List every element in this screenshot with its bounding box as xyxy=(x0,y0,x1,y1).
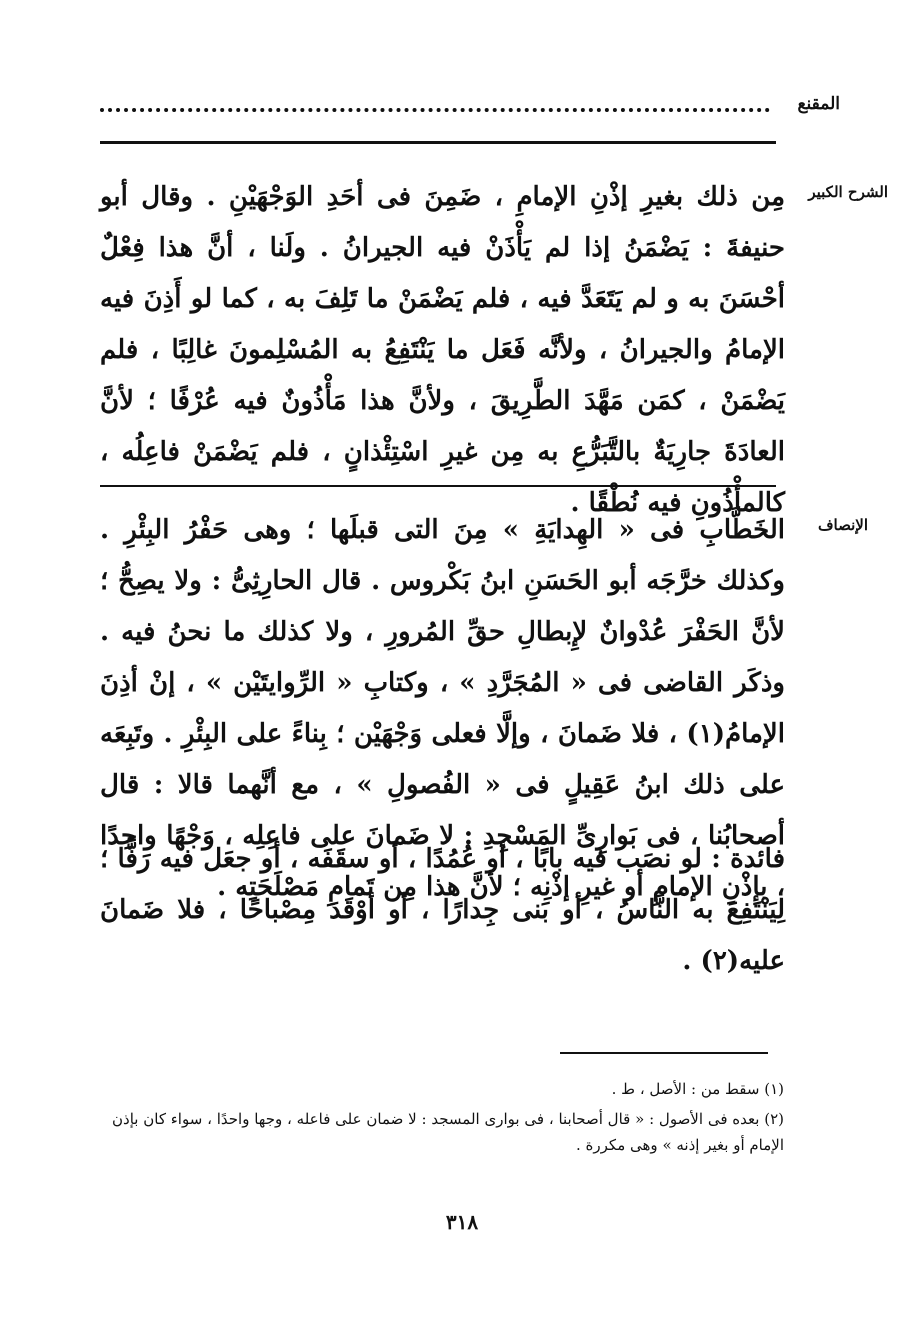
running-header xyxy=(100,88,840,128)
section-divider xyxy=(100,485,776,487)
footnote-1: (١) سقط من : الأصل ، ط . xyxy=(611,1080,784,1098)
footnote-rule xyxy=(560,1052,768,1054)
faida-label: فائدة : xyxy=(711,844,785,874)
sharh-section-label: الشرح الكبير xyxy=(808,183,888,201)
footnotes xyxy=(112,1072,784,1158)
header-dotted-leader xyxy=(100,108,770,112)
sharh-body-text: مِن ذلك بغيرِ إذْنِ الإمامِ ، ضَمِنَ فى أحَدِ الوَجْهَيْنِ . وقال أبو حنيفةَ : يَضْمَنُ إذا لم يَأْذَنْ فيه الجيرانُ . ولَنا ، أنَّ هذا فِعْلٌ أحْسَنَ به و لم يَتَعَدَّ فيه ، فلم يَضْمَنْ ما تَلِفَ به ، كما لو أَذِنَ فيه الإمامُ والجيرانُ ، ولأنَّه فَعَل ما يَنْتَفِعُ به المُسْلِمونَ غالِبًا ، فلم يَضْمَنْ ، كمَن مَهَّدَ الطَّرِيقَ ، ولأنَّ هذا مَأْذُونٌ فيه عُرْفًا ؛ لأنَّ العادَةَ جارِيَةٌ بالتَّبَرُّعِ به مِن غيرِ اسْتِئْذانٍ ، فلم يَضْمَنْ فاعِلُه ، كالمأْذُونِ فيه نُطْقًا . xyxy=(100,182,785,518)
insaf-body-text: الخَطَّابِ فى « الهِدايَةِ » مِنَ التى قبلَها ؛ وهى حَفْرُ البِئْرِ . وكذلك خرَّجَه أبو الحَسَنِ ابنُ بَكْروس . قال الحارِثِىُّ : ولا يصِحُّ ؛ لأنَّ الحَفْرَ عُدْوانٌ لإِبطالِ حقِّ المُرورِ ، ولا كذلك ما نحنُ فيه . وذكَر القاضى فى « المُجَرَّدِ » ، وكتابِ « الرِّوايتَيْن » ، إنْ أذِنَ الإمامُ(١) ، فلا ضَمانَ ، وإلَّا فعلى وَجْهَيْن ؛ بِناءً على البِئْرِ . وتَبِعَه على ذلك ابنُ عَقِيلٍ فى « الفُصولِ » ، مع أنَّهما قالا : قال أصحابُنا ، فى بَوارِىِّ المَسْجِدِ : لا ضَمانَ على فاعِلِه ، وَجْهًا واحِدًا ، بإذْنِ الإمامِ أو غيرِ إذْنِه ؛ لأنَّ هذا مِن تَمامِ مَصْلَحَتِه . xyxy=(100,515,785,902)
page-number: ٣١٨ xyxy=(445,1210,479,1234)
faida-text: لو نصَب فيه بابًا ، أو عُمُدًا ، أو سقَفَه ، أو جعَل فيه رَفًّا ؛ لِيَنْتَفِعَ به النَّاسُ ، أو بَنى جِدارًا ، أو أوْقَدَ مِصْباحًا ، فلا ضَمانَ عليه(٢) . xyxy=(100,844,785,976)
footnote-2: (٢) بعده فى الأصول : « قال أصحابنا ، فى بوارى المسجد : لا ضمان على فاعله ، وجها واحدًا ، سواء كان بإذن الإمام أو بغير إذنه » وهى مكررة . xyxy=(112,1110,784,1154)
faida-paragraph xyxy=(100,834,785,987)
header-rule xyxy=(100,141,776,144)
insaf-section-label: الإنصاف xyxy=(817,516,868,534)
header-title: المقنع xyxy=(797,94,840,114)
